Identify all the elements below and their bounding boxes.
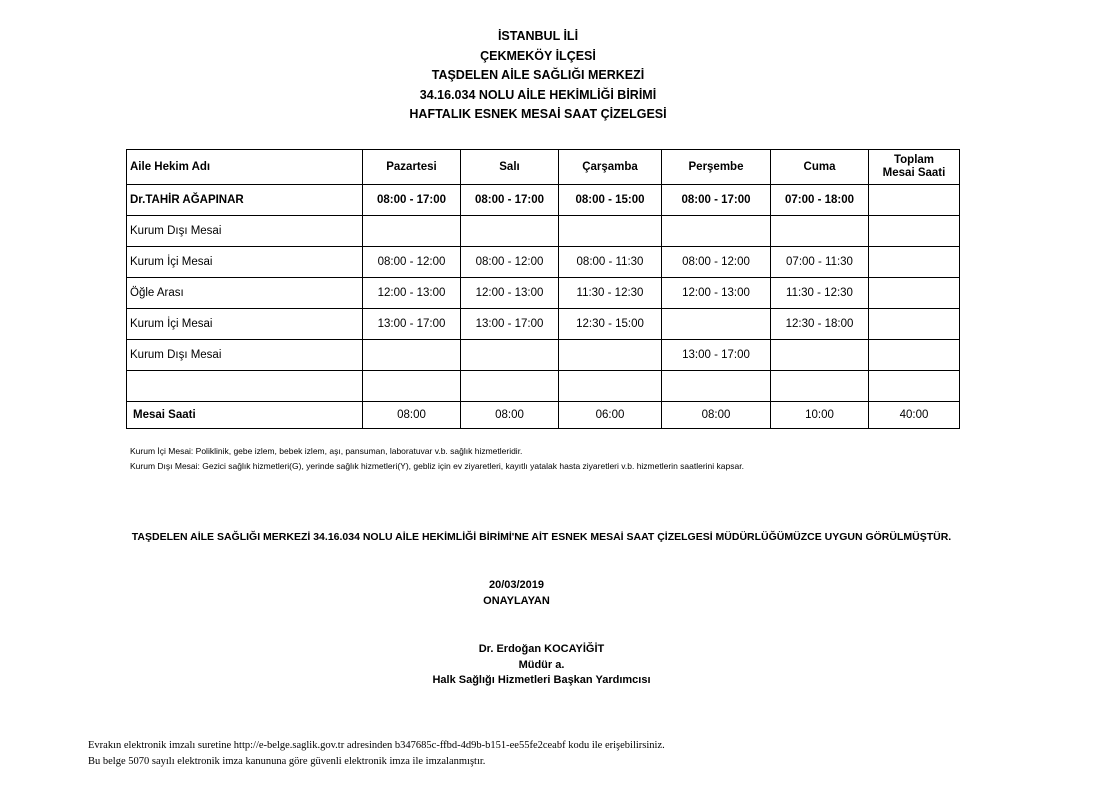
approval-date-block [0, 578, 1033, 609]
table-cell [461, 371, 559, 402]
column-header-wednesday: Çarşamba [559, 150, 662, 185]
table-cell: 13:00 - 17:00 [363, 309, 461, 340]
table-cell: 12:00 - 13:00 [363, 278, 461, 309]
table-cell: 13:00 - 17:00 [662, 340, 771, 371]
column-header-monday: Pazartesi [363, 150, 461, 185]
document-header [0, 27, 1106, 125]
note-kurum-ici: Kurum İçi Mesai: Poliklinik, gebe izlem, bebek izlem, aşı, pansuman, laboratuvar v.b. sağlık hizmetleridir. [130, 446, 523, 456]
signer-role: Müdür a. [518, 658, 565, 671]
table-cell: 08:00 [461, 402, 559, 429]
table-cell [869, 309, 960, 340]
table-row-empty [127, 371, 960, 402]
signer-block [0, 642, 1083, 689]
e-signature-footer [88, 738, 665, 770]
footer-verification-line: Evrakın elektronik imzalı suretine http://e-belge.saglik.gov.tr adresinden b347685c-ffbd-4d9b-b151-ee55fe2ceabf kodu ile erişebilirsiniz. [88, 740, 665, 751]
header-schedule-title: HAFTALIK ESNEK MESAİ SAAT ÇİZELGESİ [409, 107, 667, 121]
table-cell: 08:00 [363, 402, 461, 429]
row-label: Öğle Arası [127, 278, 363, 309]
approver-title: ONAYLAYAN [483, 594, 550, 607]
table-cell [869, 278, 960, 309]
approval-date: 20/03/2019 [488, 579, 545, 591]
column-header-friday: Cuma [771, 150, 869, 185]
table-row [127, 278, 960, 309]
footer-legal-line: Bu belge 5070 sayılı elektronik imza kanununa göre güvenli elektronik imza ile imzalanmıştır. [88, 756, 486, 767]
table-cell [771, 371, 869, 402]
table-cell: 13:00 - 17:00 [461, 309, 559, 340]
table-cell [461, 216, 559, 247]
table-cell [363, 216, 461, 247]
table-cell: 08:00 - 17:00 [363, 185, 461, 216]
table-cell [559, 216, 662, 247]
table-cell: 06:00 [559, 402, 662, 429]
table-cell [559, 340, 662, 371]
table-cell: 12:30 - 18:00 [771, 309, 869, 340]
row-label [127, 371, 363, 402]
table-cell: 08:00 - 17:00 [662, 185, 771, 216]
table-cell [869, 247, 960, 278]
table-cell: 07:00 - 11:30 [771, 247, 869, 278]
row-label: Kurum Dışı Mesai [127, 340, 363, 371]
table-cell: 08:00 - 12:00 [363, 247, 461, 278]
approval-statement: TAŞDELEN AİLE SAĞLIĞI MERKEZİ 34.16.034 NOLU AİLE HEKİMLİĞİ BİRİMİ'NE AİT ESNEK MESAİ SAAT ÇİZELGESİ MÜDÜRLÜĞÜMÜZCE UYGUN GÖRÜLMÜŞTÜR. [131, 531, 952, 543]
column-header-total-line1: Toplam [893, 154, 935, 166]
header-district: ÇEKMEKÖY İLÇESİ [480, 48, 596, 63]
row-label: Kurum Dışı Mesai [127, 216, 363, 247]
table-cell: 12:30 - 15:00 [559, 309, 662, 340]
table-cell: 08:00 - 12:00 [662, 247, 771, 278]
schedule-table [126, 149, 960, 429]
table-cell [363, 371, 461, 402]
table-cell: 40:00 [869, 402, 960, 429]
note-kurum-disi: Kurum Dışı Mesai: Gezici sağlık hizmetleri(G), yerinde sağlık hizmetleri(Y), gebliz için ev ziyaretleri, kayıtlı yatalak hasta ziyaretleri v.b. hizmetlerin saatlerini kapsar. [130, 460, 744, 471]
table-cell [771, 216, 869, 247]
column-header-thursday: Perşembe [662, 150, 771, 185]
signer-position: Halk Sağlığı Hizmetleri Başkan Yardımcısı [432, 674, 651, 686]
header-province: İSTANBUL İLİ [497, 29, 579, 43]
table-row [127, 340, 960, 371]
table-row [127, 185, 960, 216]
table-cell [662, 216, 771, 247]
column-header-total [869, 150, 960, 185]
column-header-total-line2: Mesai Saati [882, 167, 946, 179]
table-cell: 08:00 - 17:00 [461, 185, 559, 216]
table-cell: 08:00 [662, 402, 771, 429]
table-cell [461, 340, 559, 371]
table-cell [559, 371, 662, 402]
table-cell: 08:00 - 12:00 [461, 247, 559, 278]
table-row [127, 247, 960, 278]
table-cell [869, 340, 960, 371]
header-unit: 34.16.034 NOLU AİLE HEKİMLİĞİ BİRİMİ [419, 87, 657, 102]
row-label: Kurum İçi Mesai [127, 309, 363, 340]
table-row [127, 216, 960, 247]
table-notes [130, 444, 744, 473]
table-cell: 10:00 [771, 402, 869, 429]
row-label: Kurum İçi Mesai [127, 247, 363, 278]
table-row-mesai-total [127, 402, 960, 429]
column-header-tuesday: Salı [461, 150, 559, 185]
table-cell [869, 185, 960, 216]
table-cell: 08:00 - 11:30 [559, 247, 662, 278]
column-header-doctor: Aile Hekim Adı [127, 150, 363, 185]
table-cell: 12:00 - 13:00 [461, 278, 559, 309]
table-cell [662, 309, 771, 340]
table-cell [662, 371, 771, 402]
table-row [127, 309, 960, 340]
table-header-row [127, 150, 960, 185]
table-cell [869, 371, 960, 402]
table-cell: 08:00 - 15:00 [559, 185, 662, 216]
table-cell [771, 340, 869, 371]
table-cell: 11:30 - 12:30 [771, 278, 869, 309]
table-cell [363, 340, 461, 371]
table-cell: 07:00 - 18:00 [771, 185, 869, 216]
signer-name: Dr. Erdoğan KOCAYİĞİT [478, 643, 605, 655]
row-label: Dr.TAHİR AĞAPINAR [127, 185, 363, 216]
table-cell [869, 216, 960, 247]
header-health-center: TAŞDELEN AİLE SAĞLIĞI MERKEZİ [431, 68, 645, 82]
table-cell: 12:00 - 13:00 [662, 278, 771, 309]
table-cell: 11:30 - 12:30 [559, 278, 662, 309]
row-label-mesai: Mesai Saati [127, 402, 363, 429]
